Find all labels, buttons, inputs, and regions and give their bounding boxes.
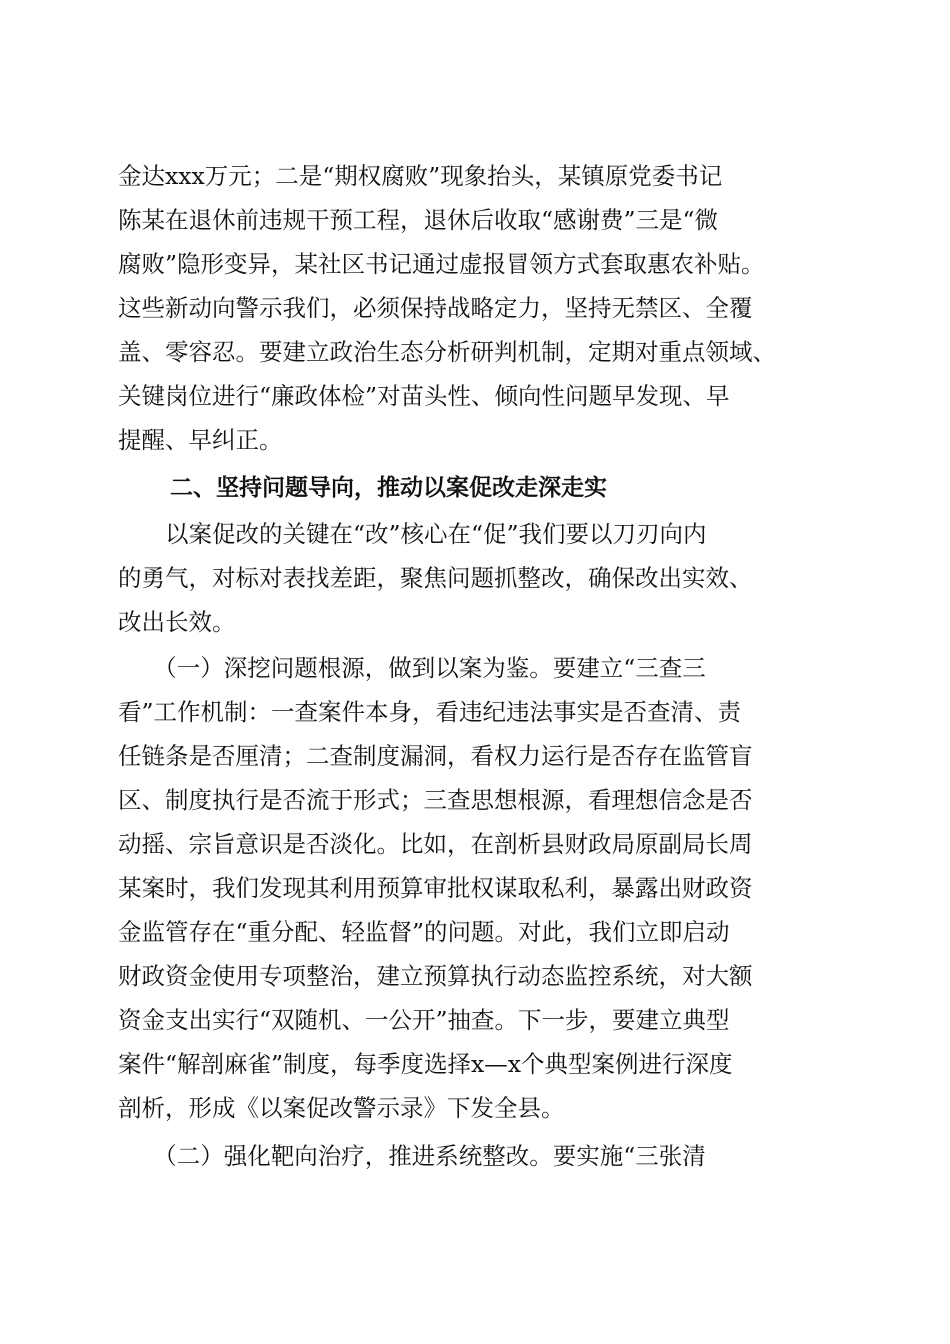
- body-line: 以案促改的关键在“改”核心在“促”我们要以刀刃向内: [118, 520, 707, 548]
- body-line: 财政资金使用专项整治，建立预算执行动态监控系统，对大额: [118, 962, 753, 990]
- body-line: 资金支出实行“双随机、一公开”抽查。下一步，要建立典型: [118, 1006, 730, 1034]
- section-heading: 二、坚持问题导向，推动以案促改走深走实: [170, 475, 607, 501]
- body-line: 盖、零容忍。要建立政治生态分析研判机制，定期对重点领域、: [118, 338, 776, 366]
- body-line: 的勇气，对标对表找差距，聚焦问题抓整改，确保改出实效、: [118, 564, 753, 592]
- body-line: 动摇、宗旨意识是否淡化。比如，在剖析县财政局原副局长周: [118, 830, 753, 858]
- body-line: （一）深挖问题根源，做到以案为鉴。要建立“三查三: [118, 654, 706, 682]
- body-line: 看”工作机制：一查案件本身，看违纪违法事实是否查清、责: [118, 698, 742, 726]
- body-line: 腐败”隐形变异，某社区书记通过虚报冒领方式套取惠农补贴。: [118, 250, 765, 278]
- body-line: 金监管存在“重分配、轻监督”的问题。对此，我们立即启动: [118, 918, 730, 946]
- body-line: 提醒、早纠正。: [118, 426, 283, 454]
- body-line: 改出长效。: [118, 608, 236, 636]
- body-line: 陈某在退休前违规干预工程，退休后收取“感谢费”三是“微: [118, 206, 719, 234]
- body-line: 任链条是否厘清；二查制度漏洞，看权力运行是否存在监管盲: [118, 742, 753, 770]
- body-line: 这些新动向警示我们，必须保持战略定力，坚持无禁区、全覆: [118, 294, 753, 322]
- body-line: （二）强化靶向治疗，推进系统整改。要实施“三张清: [118, 1142, 706, 1170]
- body-line: 金达xxx万元；二是“期权腐败”现象抬头，某镇原党委书记: [118, 162, 723, 190]
- body-line: 剖析，形成《以案促改警示录》下发全县。: [118, 1094, 565, 1122]
- body-line: 案件“解剖麻雀”制度，每季度选择x—x个典型案例进行深度: [118, 1050, 733, 1078]
- body-line: 关键岗位进行“廉政体检”对苗头性、倾向性问题早发现、早: [118, 382, 730, 410]
- body-line: 某案时，我们发现其利用预算审批权谋取私利，暴露出财政资: [118, 874, 753, 902]
- body-line: 区、制度执行是否流于形式；三查思想根源，看理想信念是否: [118, 786, 753, 814]
